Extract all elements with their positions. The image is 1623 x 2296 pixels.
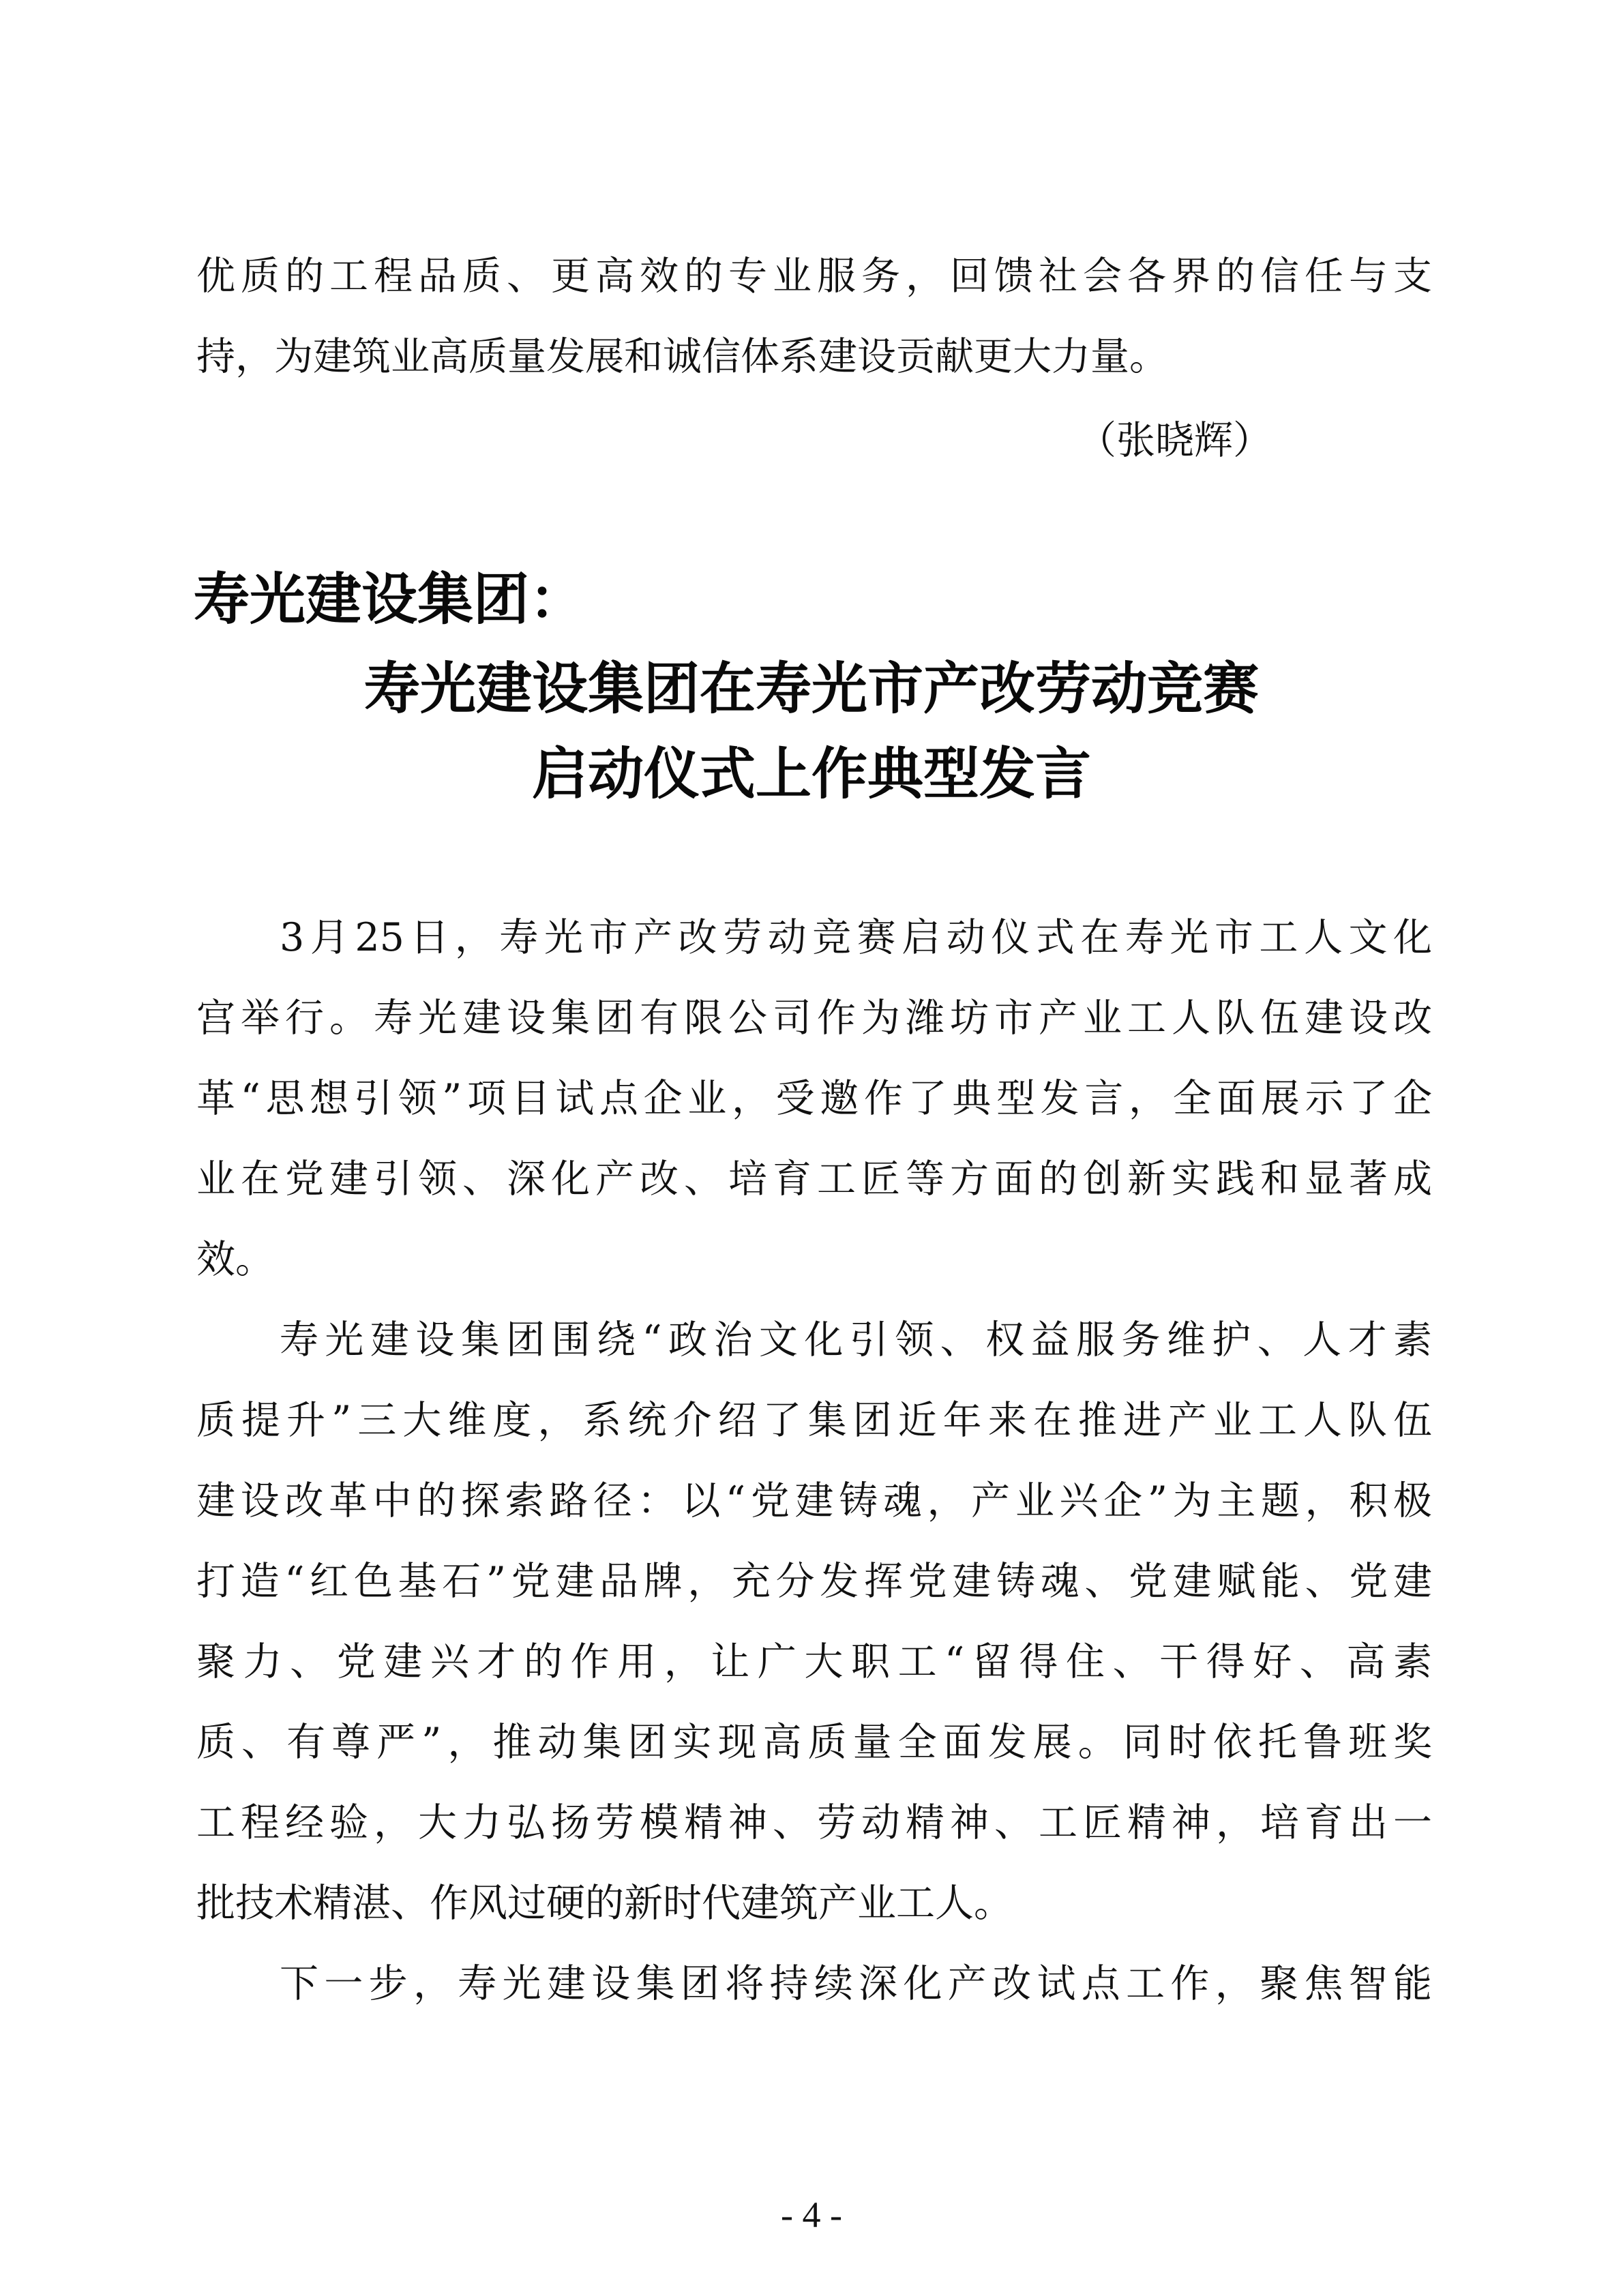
paragraph-1-line-3: 革“思想引领”项目试点企业，受邀作了典型发言，全面展示了企 — [196, 1076, 1432, 1121]
paragraph-2-line-5: 聚力、党建兴才的作用，让广大职工“留得住、干得好、高素 — [196, 1639, 1432, 1684]
paragraph-2-line-1: 寿光建设集团围绕“政治文化引领、权益服务维护、人才素 — [280, 1317, 1432, 1362]
paragraph-3-line-1: 下一步，寿光建设集团将持续深化产改试点工作，聚焦智能 — [280, 1961, 1432, 2006]
article-organization-heading: 寿光建设集团： — [194, 567, 586, 632]
previous-article-author: （张晓辉） — [1077, 418, 1272, 463]
page-number: - 4 - — [781, 2194, 842, 2235]
paragraph-1-line-2: 宫举行。寿光建设集团有限公司作为潍坊市产业工人队伍建设改 — [196, 996, 1432, 1041]
paragraph-1-line-1: 3月25日，寿光市产改劳动竞赛启动仪式在寿光市工人文化 — [280, 915, 1432, 960]
previous-article-line-2: 持，为建筑业高质量发展和诚信体系建设贡献更大力量。 — [196, 334, 1168, 379]
paragraph-2-line-2: 质提升”三大维度，系统介绍了集团近年来在推进产业工人队伍 — [196, 1398, 1432, 1443]
paragraph-2-line-8: 批技术精湛、作风过硬的新时代建筑产业工人。 — [196, 1881, 1013, 1926]
paragraph-2-line-7: 工程经验，大力弘扬劳模精神、劳动精神、工匠精神，培育出一 — [196, 1800, 1432, 1845]
paragraph-1-line-4: 业在党建引领、深化产改、培育工匠等方面的创新实践和显著成 — [196, 1157, 1432, 1202]
paragraph-2-line-4: 打造“红色基石”党建品牌，充分发挥党建铸魂、党建赋能、党建 — [196, 1559, 1432, 1604]
paragraph-1-line-5: 效。 — [196, 1237, 274, 1282]
article-title-line-2: 启动仪式上作典型发言 — [531, 741, 1091, 807]
article-title-line-1: 寿光建设集团在寿光市产改劳动竞赛 — [363, 656, 1259, 721]
previous-article-line-1: 优质的工程品质、更高效的专业服务，回馈社会各界的信任与支 — [196, 254, 1432, 299]
paragraph-2-line-6: 质、有尊严”，推动集团实现高质量全面发展。同时依托鲁班奖 — [196, 1720, 1432, 1765]
paragraph-2-line-3: 建设改革中的探索路径：以“党建铸魂，产业兴企”为主题，积极 — [196, 1478, 1432, 1523]
